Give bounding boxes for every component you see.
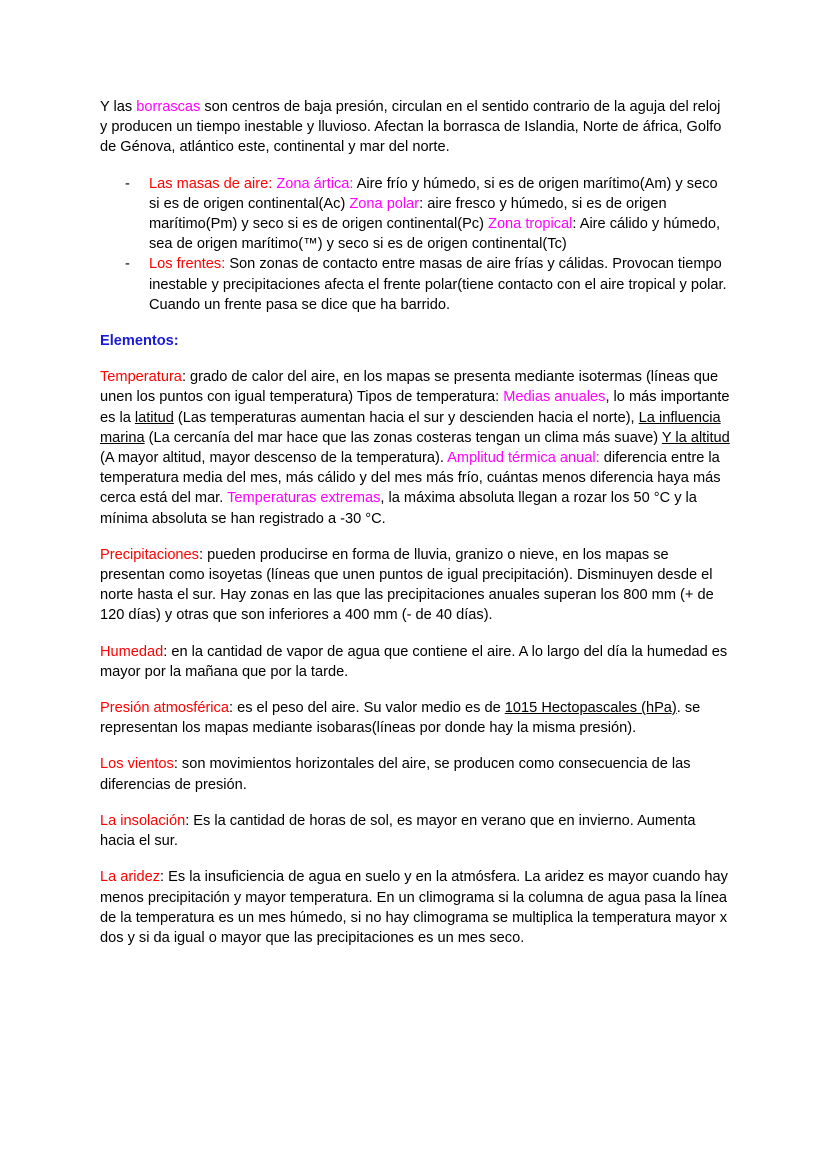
term-presion-atmosferica: Presión atmosférica	[100, 700, 229, 717]
text-run: : Es la cantidad de horas de sol, es mayor en verano que en invierno. Aumenta hacia el sur.	[100, 812, 696, 850]
paragraph-presion	[100, 698, 730, 738]
text-run: Y las	[100, 99, 137, 115]
term-medias-anuales: Medias anuales	[503, 389, 606, 406]
term-humedad: Humedad	[100, 643, 164, 660]
paragraph-aridez	[100, 867, 730, 948]
term-zona-artica: Zona ártica:	[272, 175, 354, 192]
term-altitud: Y la altitud	[661, 429, 730, 446]
list-item-masas-de-aire	[100, 174, 730, 255]
list-item-frentes	[100, 254, 730, 315]
paragraph-borrascas	[100, 97, 730, 158]
term-frentes: Los frentes:	[149, 256, 226, 273]
bullet-list	[100, 174, 730, 315]
text-run: Aire frío y húmedo, si es de origen marítimo(Am) y seco si es de origen continental(Ac)	[149, 175, 718, 212]
text-run: : Es la insuficiencia de agua en suelo y en la atmósfera. La aridez es mayor cuando hay menos precipitación y mayor temperatura. En un climograma si la columna de agua pasa la línea de la temperatura es un mes húmedo, si no hay climograma se multiplica la temperatura mayor x dos y si da igual o mayor que las precipitaciones es un mes seco.	[100, 869, 728, 946]
text-run: diferencia entre la temperatura media del mes, más cálido y del mes más frío, cuántas menos diferencia haya más cerca está del mar.	[100, 450, 721, 507]
section-heading: Elementos:	[100, 333, 179, 350]
text-run: : es el peso del aire. Su valor medio es de	[228, 700, 505, 717]
text-run: (Las temperaturas aumentan hacia el sur y descienden hacia el norte),	[173, 409, 639, 426]
term-amplitud-termica: Amplitud térmica anual:	[447, 450, 600, 467]
paragraph-temperatura	[100, 367, 730, 529]
term-vientos: Los vientos	[100, 756, 174, 773]
text-run: : Aire cálido y húmedo, sea de origen marítimo(™) y seco si es de origen continental(Tc)	[149, 216, 721, 253]
bullet-dash: -	[125, 256, 130, 273]
term-zona-polar: Zona polar	[349, 195, 420, 212]
text-run: : aire fresco y húmedo, si es de origen marítimo(Pm) y seco si es de origen continental(Pc)	[149, 195, 667, 233]
text-run: : grado de calor del aire, en los mapas se presenta mediante isotermas (líneas que unen los puntos con igual temperatura) Tipos de temperatura:	[100, 369, 719, 406]
term-influencia-marina: La influencia marina	[100, 409, 721, 446]
text-run: (A mayor altitud, mayor descenso de la temperatura).	[100, 450, 448, 467]
term-valor-presion: 1015 Hectopascales (hPa)	[504, 700, 677, 717]
bullet-dash: -	[125, 175, 130, 192]
term-borrascas: borrascas	[136, 99, 201, 115]
paragraph-precipitaciones	[100, 545, 730, 626]
text-run: . se representan los mapas mediante isobaras(líneas por donde hay la misma presión).	[100, 700, 701, 737]
paragraph-insolacion	[100, 811, 730, 851]
term-insolacion: La insolación	[100, 812, 186, 829]
paragraph-vientos	[100, 754, 730, 794]
term-temperaturas-extremas: Temperaturas extremas	[227, 490, 381, 507]
term-temperatura: Temperatura	[100, 369, 182, 386]
paragraph-humedad	[100, 642, 730, 682]
term-zona-tropical: Zona tropical	[488, 216, 573, 233]
text-run: , lo más importante es la	[100, 389, 730, 426]
term-aridez: La aridez	[100, 869, 161, 886]
text-run: son centros de baja presión, circulan en el sentido contrario de la aguja del reloj y producen un tiempo inestable y lluvioso. Afectan la borrasca de Islandia, Norte de áfrica, Golfo de Génova, atlántico este, continental y mar del norte.	[100, 99, 722, 156]
term-latitud: latitud	[134, 409, 174, 426]
text-run: Son zonas de contacto entre masas de aire frías y cálidas. Provocan tiempo inestable y precipitaciones afecta el frente polar(tiene contacto con el aire tropical y polar. Cuando un frente pasa se dice que ha barrido.	[149, 256, 727, 313]
text-run: : pueden producirse en forma de lluvia, granizo o nieve, en los mapas se presentan como isoyetas (líneas que unen puntos de igual precipitación). Disminuyen desde el norte hasta el sur. Hay zonas en las que las precipitaciones anuales superan los 800 mm (+ de 120 días) y otras que son inferiores a 400 mm (- de 40 días).	[100, 546, 714, 624]
term-masas-de-aire: Las masas de aire:	[149, 175, 273, 192]
term-precipitaciones: Precipitaciones	[100, 546, 199, 563]
text-run: : en la cantidad de vapor de agua que contiene el aire. A lo largo del día la humedad es mayor por la mañana que por la tarde.	[100, 643, 728, 680]
text-run: (La cercanía del mar hace que las zonas costeras tengan un clima más suave)	[144, 429, 662, 446]
text-run: , la máxima absoluta llegan a rozar los 50 °C y la mínima absoluta se han registrado a -30 °C.	[100, 490, 697, 527]
text-run: : son movimientos horizontales del aire, se producen como consecuencia de las diferencias de presión.	[100, 756, 691, 793]
